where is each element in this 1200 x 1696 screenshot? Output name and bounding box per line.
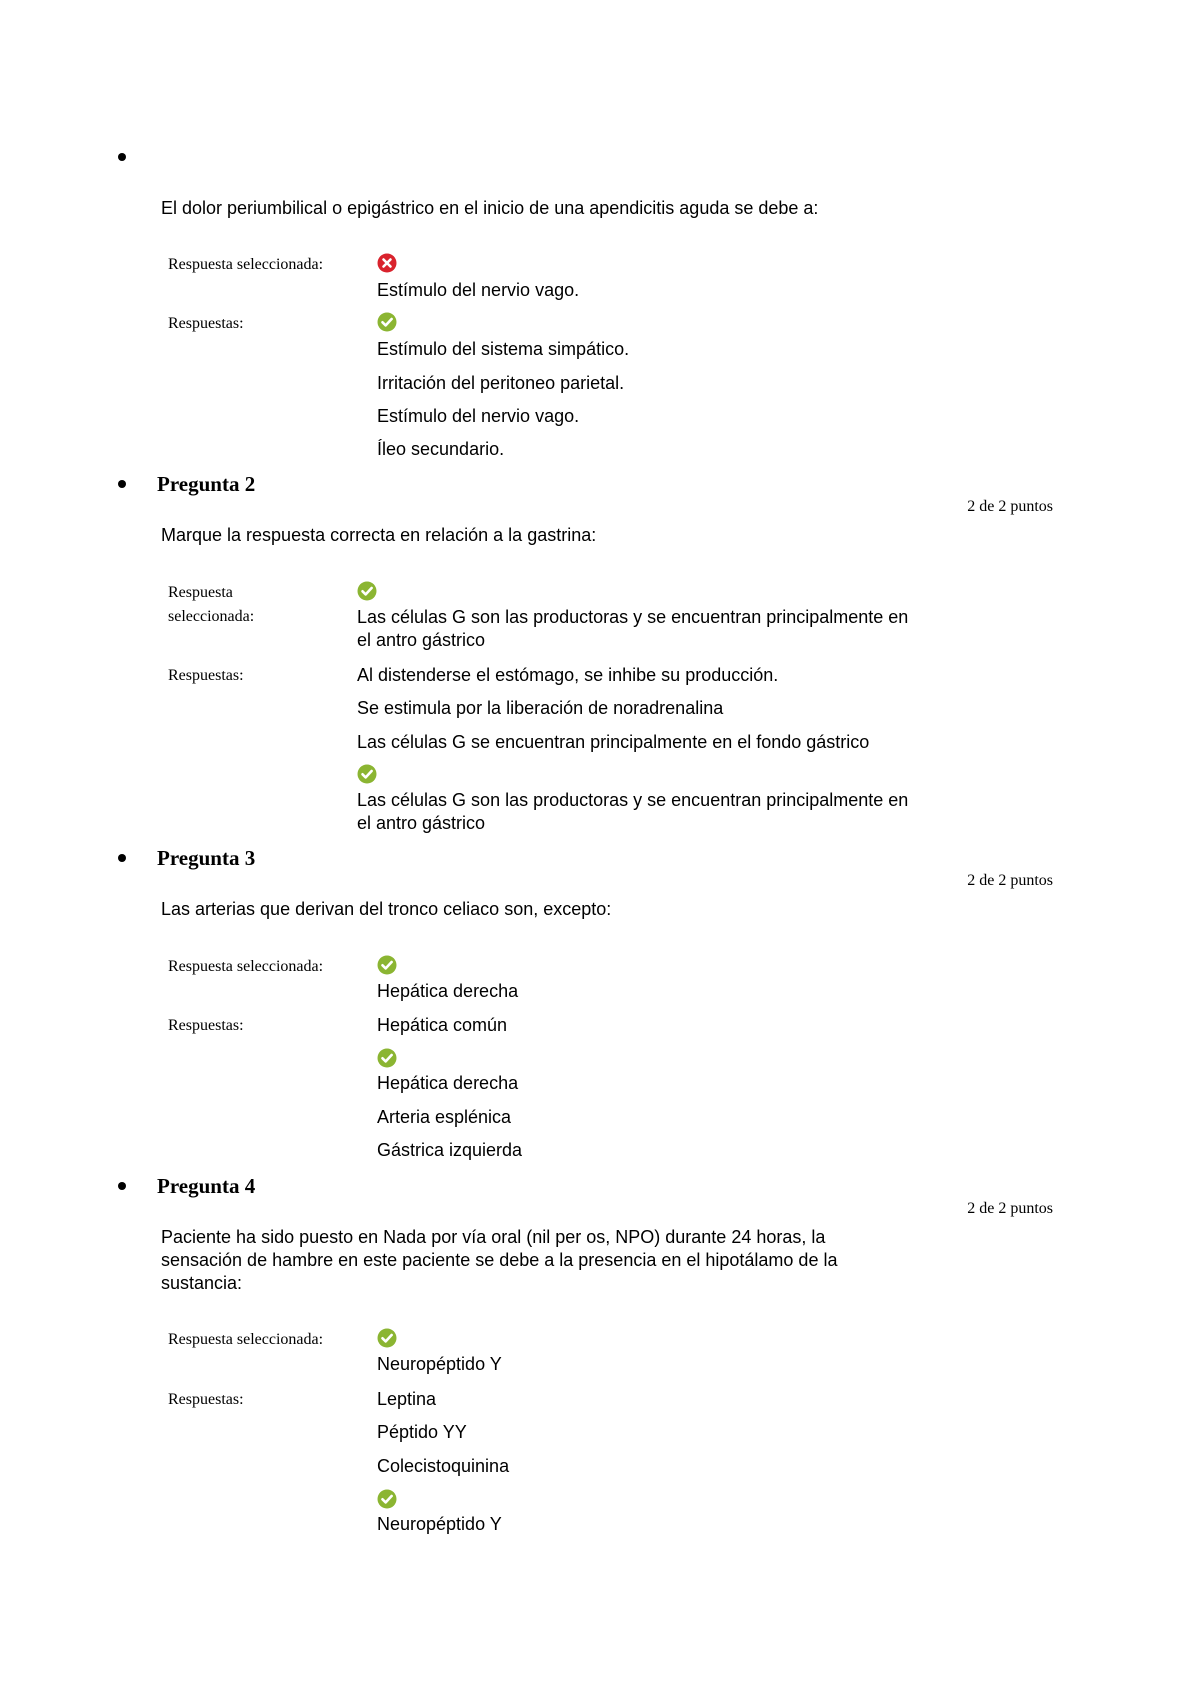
question-points: 2 de 2 puntos — [967, 1200, 1053, 1217]
selected-answer-label: Respuesta seleccionada: — [168, 584, 255, 625]
correct-icon — [357, 764, 377, 784]
answer-option: Péptido YY — [377, 1422, 467, 1442]
correct-icon — [377, 1048, 397, 1068]
answer-option: Irritación del peritoneo parietal. — [377, 373, 625, 393]
correct-icon — [377, 312, 397, 332]
answer-option: Hepática derecha — [377, 1073, 519, 1093]
correct-icon — [357, 581, 377, 601]
list-bullet — [118, 480, 126, 488]
selected-answer: Neuropéptido Y — [377, 1354, 502, 1374]
answer-option: Arteria esplénica — [377, 1107, 512, 1127]
answers-label: Respuestas: — [168, 667, 244, 684]
question-text: Las arterias que derivan del tronco celiaco son, excepto: — [161, 899, 612, 919]
question-points: 2 de 2 puntos — [967, 498, 1053, 515]
answer-option: Gástrica izquierda — [377, 1140, 523, 1160]
question-title: Pregunta 3 — [157, 846, 256, 870]
answer-option: Hepática común — [377, 1015, 508, 1035]
question-title: Pregunta 2 — [157, 472, 256, 496]
answer-option: Se estimula por la liberación de noradrenalina — [357, 698, 724, 718]
correct-icon — [377, 1489, 397, 1509]
answer-option: Estímulo del sistema simpático. — [377, 339, 630, 359]
answers-label: Respuestas: — [168, 1017, 244, 1034]
answer-option: Estímulo del nervio vago. — [377, 406, 580, 426]
answers-label: Respuestas: — [168, 1391, 244, 1408]
answer-option: Colecistoquinina — [377, 1456, 510, 1476]
answer-option: Las células G son las productoras y se encuentran principalmente en el antro gástrico — [357, 790, 909, 833]
question-points: 2 de 2 puntos — [967, 872, 1053, 889]
question-text: Paciente ha sido puesto en Nada por vía oral (nil per os, NPO) durante 24 horas, la sensación de hambre en este paciente se debe a la presencia en el hipotálamo de la sustancia: — [161, 1227, 838, 1293]
answer-option: Íleo secundario. — [377, 439, 505, 459]
selected-answer-label: Respuesta seleccionada: — [168, 958, 324, 975]
correct-icon — [377, 955, 397, 975]
selected-answer: Las células G son las productoras y se encuentran principalmente en el antro gástrico — [357, 607, 909, 650]
selected-answer: Hepática derecha — [377, 981, 519, 1001]
answer-option: Las células G se encuentran principalmente en el fondo gástrico — [357, 732, 870, 752]
answers-label: Respuestas: — [168, 315, 244, 332]
correct-icon — [377, 1328, 397, 1348]
answer-option: Al distenderse el estómago, se inhibe su producción. — [357, 665, 779, 685]
selected-answer-label: Respuesta seleccionada: — [168, 1331, 324, 1348]
answer-option: Neuropéptido Y — [377, 1514, 502, 1534]
selected-answer-label: Respuesta seleccionada: — [168, 256, 324, 273]
answer-option: Leptina — [377, 1389, 437, 1409]
list-bullet — [118, 153, 126, 161]
question-text: Marque la respuesta correcta en relación a la gastrina: — [161, 525, 597, 545]
list-bullet — [118, 854, 126, 862]
incorrect-icon — [377, 253, 397, 273]
selected-answer: Estímulo del nervio vago. — [377, 280, 580, 300]
question-title: Pregunta 4 — [157, 1174, 256, 1198]
list-bullet — [118, 1182, 126, 1190]
question-text: El dolor periumbilical o epigástrico en el inicio de una apendicitis aguda se debe a: — [161, 198, 819, 218]
